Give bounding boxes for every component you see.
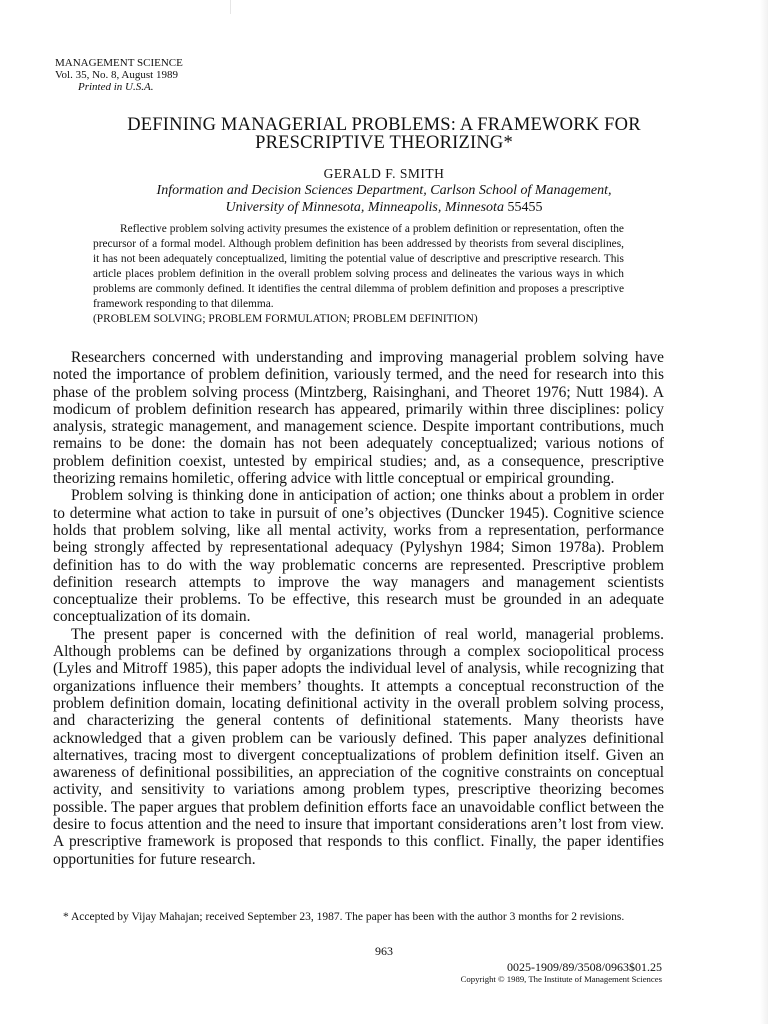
abstract-text: Reflective problem solving activity presumes the existence of a problem definition or representation, often the precursor of a formal model. Although problem definition has been addressed by theorists from several disciplines, it has not been adequately conceptualized, limiting the potential value of descriptive and prescriptive research. This article places problem definition in the overall problem solving process and delineates the various ways in which problems are commonly defined. It identifies the central dilemma of problem definition and proposes a prescriptive framework responding to that dilemma. xyxy=(93,223,624,310)
copyright-notice: Copyright © 1989, The Institute of Management Sciences xyxy=(460,974,662,984)
journal-header xyxy=(55,57,183,93)
body-paragraph-2: Problem solving is thinking done in anticipation of action; one thinks about a problem in order to determine what action to take in pursuit of one’s objectives (Duncker 1945). Cognitive science holds that problem solving, like all mental activity, works from a representation, performance being strongly affected by representational adequacy (Pylyshyn 1984; Simon 1978a). Problem definition has to do with the way problematic concerns are represented. Prescriptive problem definition research attempts to improve the way managers and management scientists conceptualize their problems. To be effective, this research must be grounded in an adequate conceptualization of its domain. xyxy=(53,487,664,626)
author-name: GERALD F. SMITH xyxy=(323,166,445,181)
affiliation-line-2: University of Minnesota, Minneapolis, Minnesota xyxy=(225,200,504,215)
author-affiliation xyxy=(60,182,708,216)
abstract xyxy=(93,222,624,327)
body-paragraph-3: The present paper is concerned with the definition of real world, managerial problems. Although problems can be defined by organizations through a complex sociopolitical process (Lyles and Mitroff 1985), this paper adopts the individual level of analysis, while recognizing that organizations influence their members’ thoughts. It attempts a conceptual reconstruction of the problem definition domain, locating definitional activity in the overall problem solving process, and characterizing the general contents of definitional statements. Many theorists have acknowledged that a given problem can be variously defined. This paper analyzes definitional alternatives, tracing most to divergent conceptualizations of problem definition itself. Given an awareness of definitional possibilities, an appreciation of the cognitive constraints on conceptual activity, and sensitivity to variations among problem types, prescriptive theorizing becomes possible. The paper argues that problem definition efforts face an unavoidable conflict between the desire to focus attention and the need to insure that important considerations aren’t lost from view. A prescriptive framework is proposed that responds to this conflict. Finally, the paper identifies opportunities for future research. xyxy=(53,625,664,868)
title-line-2: PRESCRIPTIVE THEORIZING* xyxy=(255,133,513,153)
affiliation-line-1: Information and Decision Sciences Department, Carlson School of Management, xyxy=(156,183,612,198)
footnote: * Accepted by Vijay Mahajan; received September 23, 1987. The paper has been with the author 3 months for 2 revisions. xyxy=(63,911,625,923)
scan-fold-line xyxy=(230,0,231,14)
journal-volume: Vol. 35, No. 8, August 1989 xyxy=(55,69,178,81)
scan-edge-shadow xyxy=(760,0,768,1024)
article-code: 0025-1909/89/3508/0963$01.25 xyxy=(507,960,662,974)
body-text xyxy=(53,349,664,868)
title-line-1: DEFINING MANAGERIAL PROBLEMS: A FRAMEWORK FOR xyxy=(127,115,641,135)
body-paragraph-1: Researchers concerned with understanding and improving managerial problem solving have noted the importance of problem definition, variously termed, and the need for research into this phase of the problem solving process (Mintzberg, Raisinghani, and Theoret 1976; Nutt 1984). A modicum of problem definition research has appeared, primarily within three disciplines: policy analysis, strategic management, and management science. Despite important contributions, much remains to be done: the domain has not been adequately conceptualized; various notions of problem definition coexist, untested by empirical studies; and, as a consequence, prescriptive theorizing remains homiletic, offering advice with little conceptual or empirical grounding. xyxy=(53,349,664,488)
article-title xyxy=(40,116,728,152)
affiliation-zip: 55455 xyxy=(507,200,543,215)
abstract-keywords: (PROBLEM SOLVING; PROBLEM FORMULATION; PROBLEM DEFINITION) xyxy=(93,313,478,325)
journal-name: MANAGEMENT SCIENCE xyxy=(55,57,183,69)
printed-note: Printed in U.S.A. xyxy=(78,81,154,93)
page-number: 963 xyxy=(375,944,393,958)
